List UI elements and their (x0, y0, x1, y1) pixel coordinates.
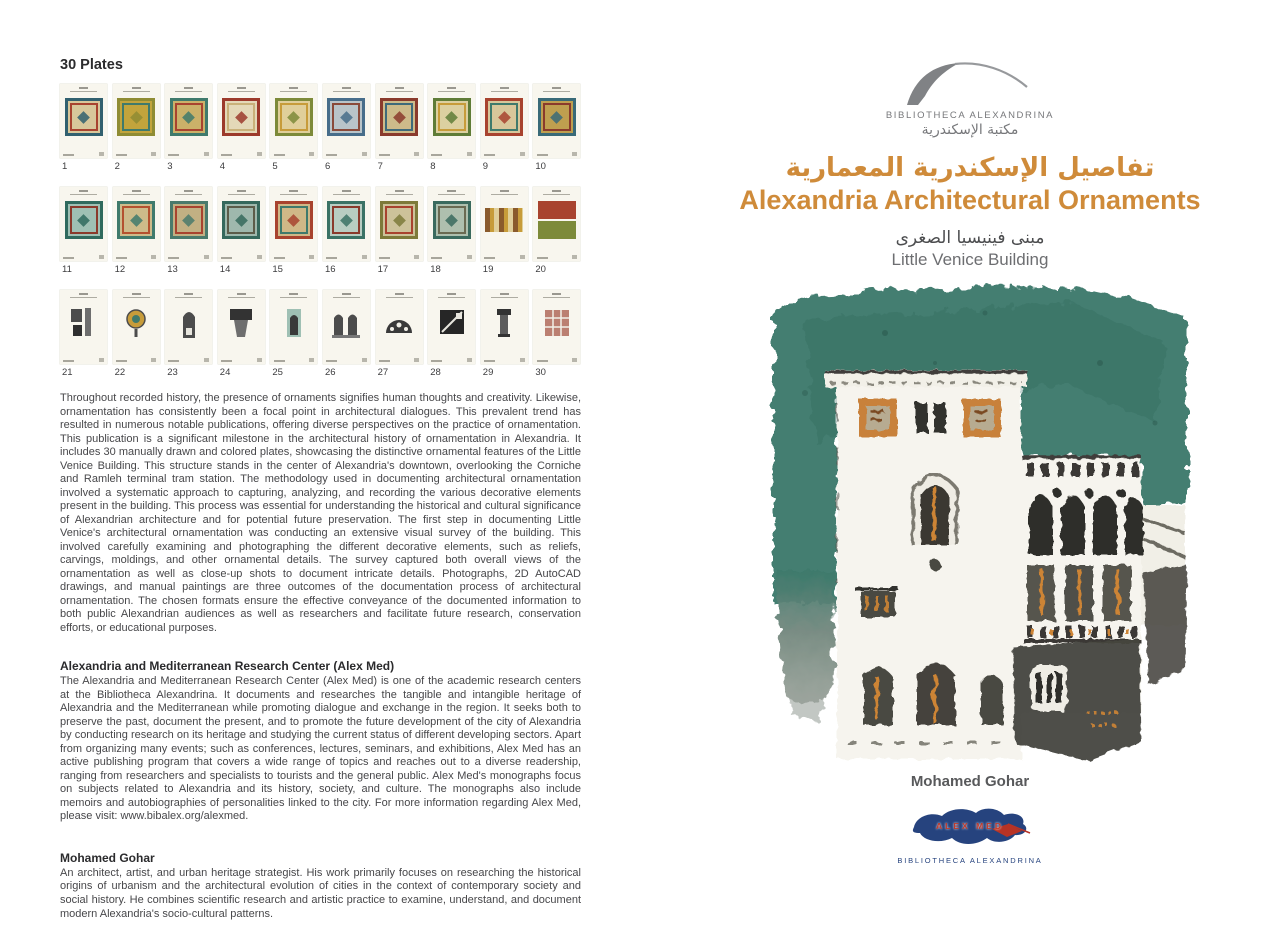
plate-header-marks (123, 190, 150, 199)
plate-footer-marks (484, 255, 524, 259)
plate-number: 2 (114, 161, 120, 172)
plate-header-marks (386, 190, 413, 199)
plate-header-marks (438, 87, 465, 96)
plate-card (218, 187, 265, 261)
plate-header-marks (438, 190, 465, 199)
plate-number: 18 (430, 264, 441, 275)
plate-header-marks (543, 293, 570, 302)
plate-thumbnail-19 (481, 187, 528, 275)
plate-number: 15 (272, 264, 283, 275)
plate-number: 7 (377, 161, 383, 172)
building-watercolor-illustration (735, 273, 1205, 773)
plate-header-marks (123, 87, 150, 96)
back-cover (60, 57, 581, 921)
alexmed-heading: Alexandria and Mediterranean Research Center (Alex Med) (60, 659, 395, 674)
plate-footer-marks (168, 255, 208, 259)
plate-footer-marks (221, 358, 261, 362)
plate-header-marks (228, 293, 255, 302)
plate-number: 26 (324, 367, 336, 378)
plate-number: 4 (219, 161, 226, 172)
plate-footer-marks (484, 152, 524, 156)
plate-header-marks (228, 87, 255, 96)
plate-footer-marks (537, 152, 577, 156)
plate-thumbnail-18 (428, 187, 475, 275)
plate-card (481, 187, 528, 261)
plate-card (218, 290, 265, 364)
plate-footer-marks (274, 152, 314, 156)
plate-number: 27 (377, 367, 389, 378)
plate-number: 10 (535, 161, 546, 172)
intro-paragraph: Throughout recorded history, the presence of ornaments signifies human thoughts and creativity. Likewise, ornamentation has consistently been a focal point in architectural dialogues. This prevalent trend has resulted in numerous notable publications, offering diverse perspectives on the practice of ornamentation. This publication is a significant milestone in the architectural history of ornamentation in Alexandria. It includes 30 manually drawn and colored plates, showcasing the distinctive ornamental features of the Little Venice Building. This structure stands in the center of Alexandria's downtown, overlooking the Corniche and Ramleh terminal tram station. The methodology used in documenting architectural ornamentation involved a systematic approach to capturing, analyzing, and recording the various decorative elements present in the building. This process was essential for understanding the historical and cultural significance of Alexandrian architecture and for potential future preservation. The first step in documenting Little Venice's architectural ornamentation was conducting an extensive visual survey of the building. This involved carefully examining and photographing the different decorative elements, such as reliefs, carvings, moldings, and other ornamental details. The survey captured both overall views of the ornamentation as well as close-up shots to document intricate details. Photographs, 2D AutoCAD drawings, and manual paintings are three outcomes of the documentation process of architectural ornamentation. The chosen formats ensure the effective conveyance of the documented information to both public Alexandrian audiences as well as researchers and facilitate future research, conservation efforts, or educational purposes. (60, 392, 581, 634)
plate-number: 13 (167, 264, 178, 275)
plate-number: 20 (535, 264, 546, 275)
plate-header-marks (333, 87, 360, 96)
author-heading: Mohamed Gohar (60, 850, 155, 865)
alexmed-paragraph: The Alexandria and Mediterranean Research Center (Alex Med) is one of the academic research centers at the Bibliotheca Alexandrina. It documents and researches the tangible and intangible heritage of Alexandria and the Mediterranean while promoting dialogue and exchange in the region. It seeks both to preserve the past, document the present, and to promote the future development of the city of Alexandria by conducting research on its heritage and studying the current status of different developing sectors. Apart from organizing many events; such as conferences, lectures, seminars, and exhibitions, Alex Med has an active publishing program that covers a wide range of topics and reaches out to a diverse readership, ranging from researchers and specialists to tourists and the general public. Alex Med's monographs focus on subjects related to Alexandria and its history, society, and culture. The monographs also include memoirs and autobiographies of personalities linked to the city. For more information regarding Alex Med, please visit: www.bibalex.org/alexmed. (60, 675, 581, 823)
plate-number: 5 (272, 161, 278, 172)
plate-footer-marks (379, 358, 419, 362)
plate-footer-marks (116, 152, 156, 156)
plate-card (270, 84, 317, 158)
plate-card (376, 84, 423, 158)
plate-footer-marks (326, 358, 366, 362)
plate-card (113, 187, 160, 261)
plate-card (323, 84, 370, 158)
plate-card (323, 187, 370, 261)
ba-logo-arabic-text: مكتبة الإسكندرية (921, 122, 1019, 138)
plate-footer-marks (537, 255, 577, 259)
subtitle-english: Little Venice Building (891, 250, 1049, 269)
plate-thumbnail-3 (165, 84, 212, 172)
plate-thumbnail-2 (113, 84, 160, 172)
plate-card (60, 187, 107, 261)
plate-card (428, 187, 475, 261)
plate-thumbnail-21 (60, 290, 107, 378)
plate-card (270, 187, 317, 261)
plate-footer-marks (431, 152, 471, 156)
plate-thumbnail-14 (218, 187, 265, 275)
plate-card (218, 84, 265, 158)
plate-number: 19 (482, 264, 494, 275)
plates-grid (60, 84, 581, 378)
plate-footer-marks (431, 358, 471, 362)
plate-card (376, 290, 423, 364)
plate-thumbnail-20 (533, 187, 580, 275)
plate-header-marks (543, 190, 570, 199)
plate-header-marks (543, 87, 570, 96)
plate-number: 22 (114, 367, 126, 378)
plate-card (533, 290, 580, 364)
plate-thumbnail-17 (376, 187, 423, 275)
plate-number: 21 (62, 367, 73, 378)
plate-footer-marks (63, 255, 103, 259)
bibliotheca-alexandrina-logo (885, 57, 1055, 138)
plate-thumbnail-28 (428, 290, 475, 378)
plate-footer-marks (63, 358, 103, 362)
plate-footer-marks (326, 152, 366, 156)
alexmed-logo (897, 803, 1042, 865)
front-cover (688, 57, 1252, 865)
ba-logo-latin-text: BIBLIOTHECA ALEXANDRINA (885, 110, 1055, 121)
plate-thumbnail-29 (481, 290, 528, 378)
plate-number: 28 (430, 367, 441, 378)
title-english: Alexandria Architectural Ornaments (739, 185, 1201, 215)
plate-header-marks (175, 190, 202, 199)
plate-footer-marks (221, 255, 261, 259)
plate-footer-marks (116, 358, 156, 362)
plate-thumbnail-11 (60, 187, 107, 275)
plate-footer-marks (168, 152, 208, 156)
plate-number: 17 (377, 264, 389, 275)
plate-card (481, 290, 528, 364)
plate-header-marks (491, 87, 518, 96)
plate-number: 11 (62, 264, 72, 275)
plate-number: 8 (430, 161, 436, 172)
plate-thumbnail-13 (165, 187, 212, 275)
plate-thumbnail-15 (270, 187, 317, 275)
plate-card (60, 84, 107, 158)
plate-footer-marks (379, 255, 419, 259)
plate-footer-marks (274, 255, 314, 259)
plate-footer-marks (63, 152, 103, 156)
plate-number: 12 (114, 264, 126, 275)
plate-header-marks (175, 87, 202, 96)
plate-header-marks (491, 293, 518, 302)
plate-footer-marks (168, 358, 208, 362)
plate-card (376, 187, 423, 261)
plate-thumbnail-30 (533, 290, 580, 378)
plate-number: 24 (219, 367, 231, 378)
plate-card (533, 84, 580, 158)
plate-card (113, 290, 160, 364)
plate-header-marks (228, 190, 255, 199)
plate-thumbnail-24 (218, 290, 265, 378)
subtitle-arabic: مبنى فينيسيا الصغرى (895, 228, 1045, 248)
plate-footer-marks (221, 152, 261, 156)
plate-number: 3 (167, 161, 173, 172)
plate-number: 25 (272, 367, 283, 378)
plate-header-marks (438, 293, 465, 302)
plate-card (481, 84, 528, 158)
plate-thumbnail-25 (270, 290, 317, 378)
plate-thumbnail-22 (113, 290, 160, 378)
plate-thumbnail-6 (323, 84, 370, 172)
plate-header-marks (280, 293, 307, 302)
plate-header-marks (123, 293, 150, 302)
plate-number: 14 (219, 264, 231, 275)
plate-card (270, 290, 317, 364)
plate-thumbnail-9 (481, 84, 528, 172)
plate-number: 23 (167, 367, 178, 378)
plate-number: 1 (62, 161, 68, 172)
plate-number: 9 (482, 161, 489, 172)
plate-card (165, 290, 212, 364)
plate-thumbnail-4 (218, 84, 265, 172)
plate-card (323, 290, 370, 364)
plate-number: 30 (535, 367, 546, 378)
plate-header-marks (70, 293, 97, 302)
plate-thumbnail-8 (428, 84, 475, 172)
plates-heading: 30 Plates (60, 57, 123, 73)
plate-thumbnail-23 (165, 290, 212, 378)
plate-thumbnail-5 (270, 84, 317, 172)
plate-thumbnail-27 (376, 290, 423, 378)
plate-header-marks (280, 190, 307, 199)
plate-number: 29 (482, 367, 494, 378)
title-arabic: تفاصيل الإسكندرية المعمارية (785, 153, 1155, 183)
plate-number: 16 (324, 264, 336, 275)
plate-footer-marks (116, 255, 156, 259)
plate-header-marks (491, 190, 518, 199)
plate-footer-marks (326, 255, 366, 259)
plate-header-marks (280, 87, 307, 96)
plate-number: 6 (324, 161, 331, 172)
plate-header-marks (333, 293, 360, 302)
plate-card (113, 84, 160, 158)
plate-card (165, 84, 212, 158)
alexmed-logo-name: ALEX MED (936, 821, 1004, 832)
ba-swoosh-icon (885, 57, 1055, 109)
plate-thumbnail-7 (376, 84, 423, 172)
cover-author-name: Mohamed Gohar (910, 773, 1030, 790)
plate-card (533, 187, 580, 261)
plate-card (428, 290, 475, 364)
alexmed-logo-subtext: BIBLIOTHECA ALEXANDRINA (897, 856, 1043, 865)
plate-header-marks (175, 293, 202, 302)
plate-footer-marks (274, 358, 314, 362)
plate-footer-marks (431, 255, 471, 259)
plate-footer-marks (484, 358, 524, 362)
plate-header-marks (386, 293, 413, 302)
plate-header-marks (70, 190, 97, 199)
plate-header-marks (70, 87, 97, 96)
author-paragraph: An architect, artist, and urban heritage strategist. His work primarily focuses on researching the historical origins of urbanism and the architectural evolution of cities in the context of contemporary society and social history. He combines scientific research and artistic practice to examine, understand, and document modern Alexandria's socio-cultural patterns. (60, 866, 581, 920)
plate-header-marks (386, 87, 413, 96)
plate-footer-marks (537, 358, 577, 362)
plate-card (60, 290, 107, 364)
plate-thumbnail-1 (60, 84, 107, 172)
plate-card (165, 187, 212, 261)
plate-footer-marks (379, 152, 419, 156)
plate-header-marks (333, 190, 360, 199)
plate-card (428, 84, 475, 158)
plate-thumbnail-10 (533, 84, 580, 172)
plate-thumbnail-12 (113, 187, 160, 275)
plate-thumbnail-16 (323, 187, 370, 275)
plate-thumbnail-26 (323, 290, 370, 378)
